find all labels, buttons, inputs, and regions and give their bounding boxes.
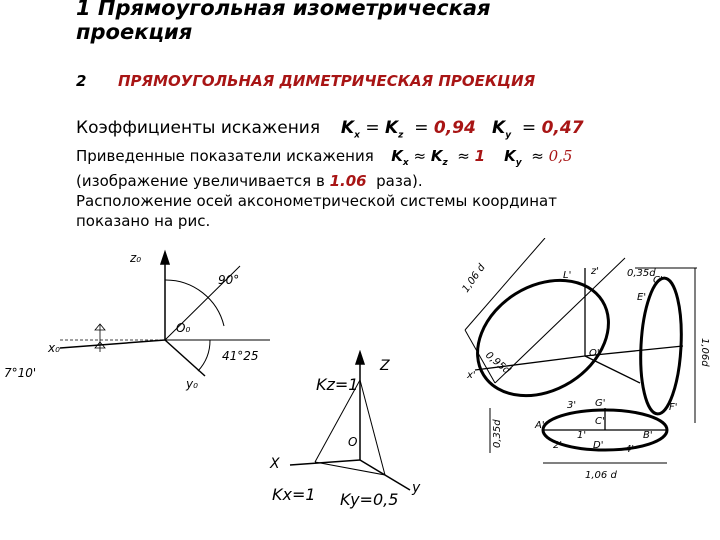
dim-106d-side: 1,06d [699,338,710,367]
kx-symbol: $K_x$ [340,118,360,141]
label-7-10: 7°10' [4,366,37,380]
label-z0: z₀ [130,251,142,265]
coefficients-label: Коэффициенты искажения [76,118,321,138]
axes-angle-diagram [0,240,300,400]
axes-layout-text-2: показано на рис. [76,212,211,230]
label-b-prime: B' [643,430,653,441]
approx: ≈ [413,147,427,165]
heading-dimetric: ПРЯМОУГОЛЬНАЯ ДИМЕТРИЧЕСКАЯ ПРОЕКЦИЯ [118,72,536,90]
approx: ≈ [531,147,544,165]
label-g-prime: G' [595,398,606,409]
section-number: 2 [76,72,87,90]
ellipse-construction-diagram [455,238,720,488]
heading-isometric: 1 Прямоугольная изометрическая [76,0,491,20]
dim-035d: 0,35d [627,268,656,279]
equals: = [414,118,429,138]
label-l-prime: L' [563,270,572,281]
label-4: 4' [625,444,635,455]
label-3: 3' [567,400,577,411]
label-y0: y₀ [186,377,198,391]
label-d-prime: D' [593,440,604,451]
label-90: 90° [218,273,240,287]
label-o0: O₀ [176,321,191,335]
front-ellipse [456,257,630,419]
kz-symbol: $K_z$ [384,118,404,141]
label-1: 1' [577,430,587,441]
label-x-prime: x' [467,370,476,381]
label-c-prime-top: C' [595,416,605,427]
ky-symbol: $K_y$ [492,118,512,141]
distortion-coefficients [76,118,584,140]
equals: = [365,118,380,138]
heading-isometric-line2: проекция [76,20,193,44]
label-e-prime: E' [637,292,647,303]
dim-035d-top: 0,35d [492,419,503,448]
enlarge-factor: 1.06 [329,172,367,190]
reduced-indicators [76,147,572,168]
value-ky: 0,5 [548,147,573,165]
label-ky: Ky=0,5 [340,490,399,509]
label-kz: Kz=1 [316,375,359,394]
label-y: y [412,480,421,496]
value-ky: 0,47 [541,118,584,138]
approx: ≈ [457,147,470,165]
label-x0: x₀ [48,341,60,355]
axes-layout-text: Расположение осей аксонометрической системы координат [76,192,557,210]
reduced-label: Приведенные показатели искажения [76,147,374,165]
x-axis [60,340,165,348]
dim-095d: 0,95d [483,349,513,377]
label-kx: Kx=1 [272,485,316,504]
coefficient-diagram [260,350,440,515]
dim-106d: 1,06 d [460,262,488,295]
enlargement-note: (изображение увеличивается в 1.06 раза). [76,172,423,190]
label-x: X [270,456,280,472]
label-41-25: 41°25 [222,349,259,363]
label-2: 2' [553,440,563,451]
kx-symbol: $K_x$ [391,147,409,168]
label-z-prime: z' [591,266,599,277]
label-o-prime: O' [589,348,600,359]
label-o: O [348,435,358,449]
ky-symbol: $K_y$ [504,147,522,168]
label-c-prime: C' [653,275,663,286]
label-f-prime: F' [669,402,678,413]
kz-symbol: $K_z$ [430,147,448,168]
label-a-prime: A' [535,420,545,431]
value-kxz: 0,94 [433,118,476,138]
label-z: Z [380,358,390,374]
equals: = [521,118,537,138]
dim-106d-top: 1,06 d [585,470,617,481]
value-kxz: 1 [474,147,486,165]
